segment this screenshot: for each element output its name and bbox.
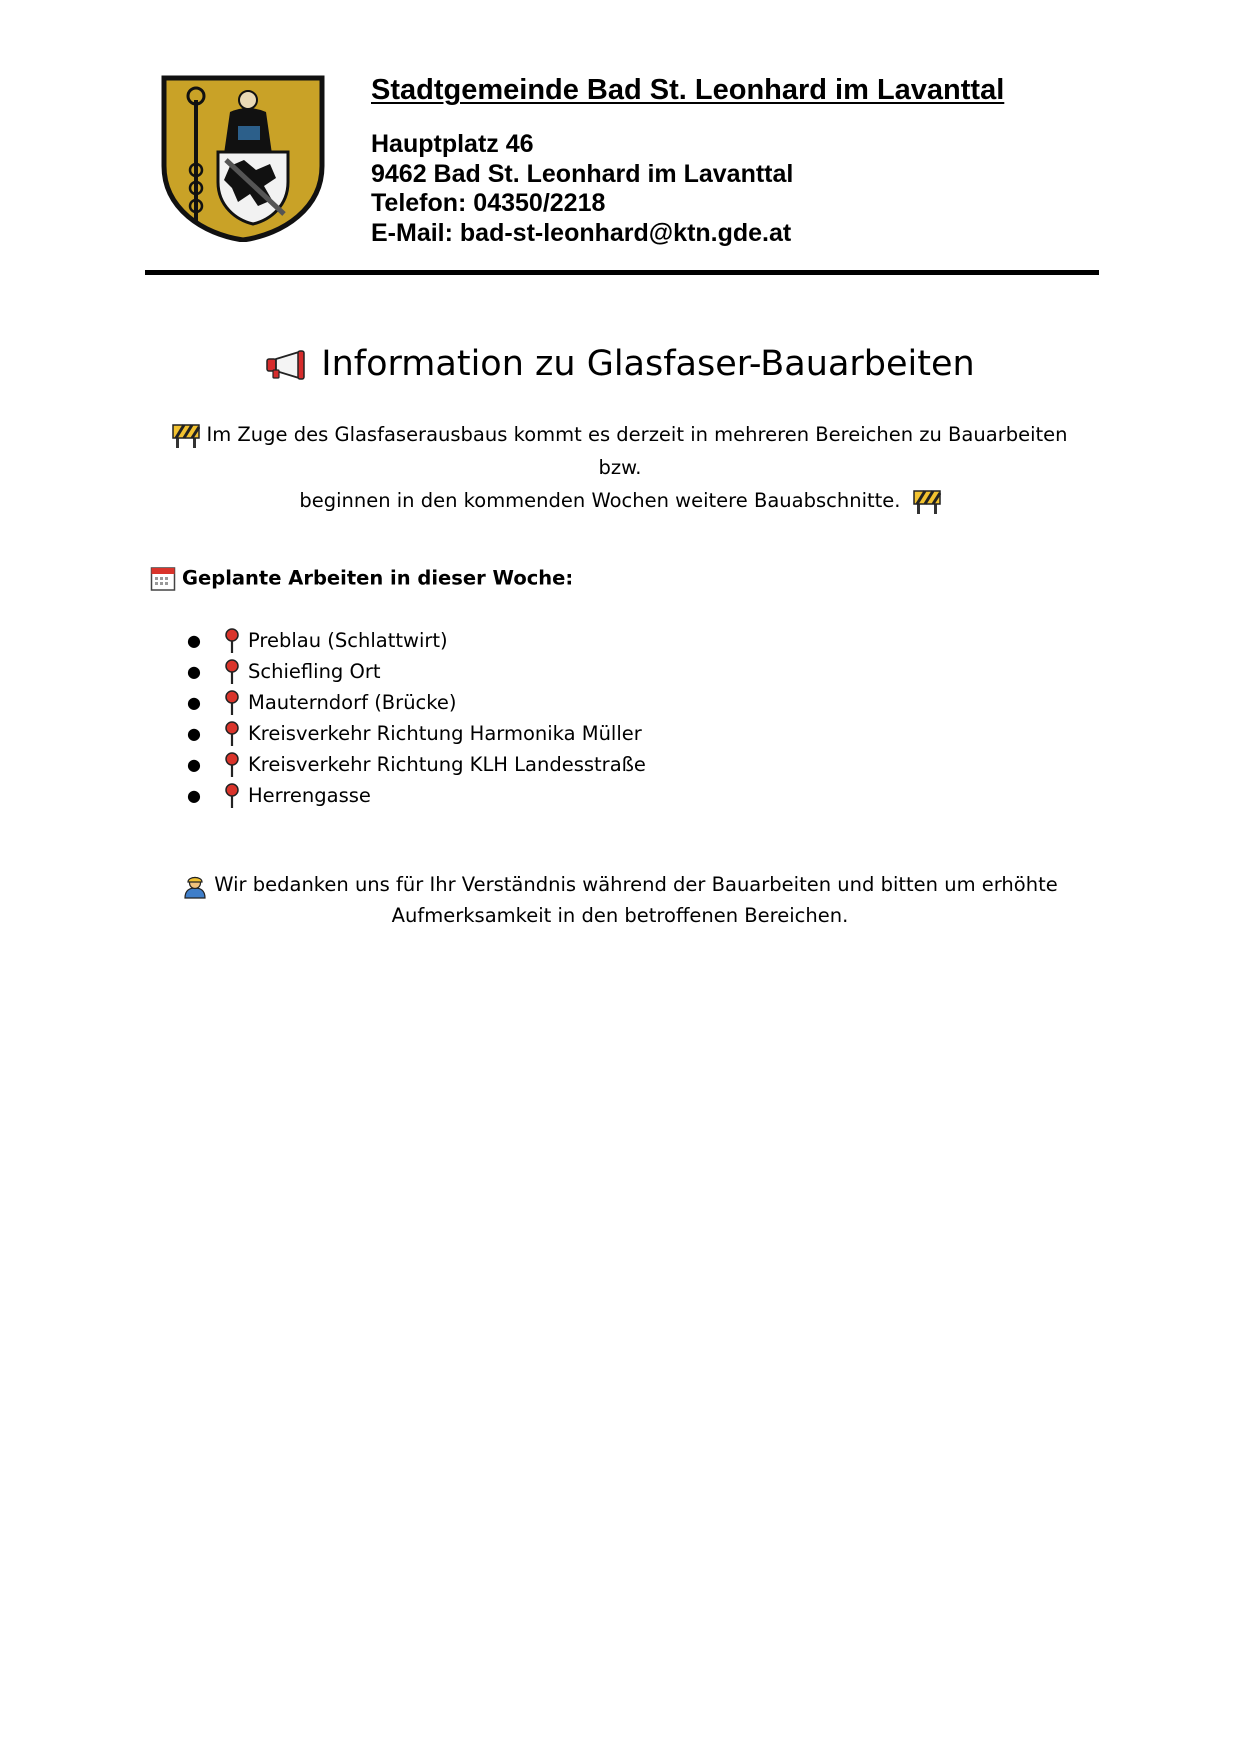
thanks-paragraph	[150, 869, 1090, 931]
thanks-line-1	[150, 869, 1090, 900]
place-name: Herrengasse	[248, 784, 371, 807]
construction-locations-list	[184, 625, 646, 811]
list-item	[184, 749, 646, 780]
bullet-icon: ●	[187, 755, 201, 774]
construction-barrier-icon	[172, 423, 200, 449]
round-pushpin-icon	[224, 783, 240, 809]
list-item	[184, 687, 646, 718]
place-name: Kreisverkehr Richtung Harmonika Müller	[248, 722, 642, 745]
round-pushpin-icon	[224, 628, 240, 654]
intro-paragraph	[150, 418, 1090, 517]
address-phone: Telefon: 04350/2218	[371, 189, 606, 217]
place-name: Preblau (Schlattwirt)	[248, 629, 448, 652]
place-name: Mauterndorf (Brücke)	[248, 691, 457, 714]
round-pushpin-icon	[224, 721, 240, 747]
construction-worker-icon	[182, 873, 208, 899]
address-city: 9462 Bad St. Leonhard im Lavanttal	[371, 159, 794, 188]
round-pushpin-icon	[224, 659, 240, 685]
address-street: Hauptplatz 46	[371, 130, 534, 158]
section-heading	[150, 566, 573, 592]
place-name: Kreisverkehr Richtung KLH Landesstraße	[248, 753, 646, 776]
contact-address	[371, 130, 793, 248]
bullet-icon: ●	[187, 724, 201, 743]
coat-of-arms-icon	[160, 74, 326, 242]
list-item	[184, 718, 646, 749]
bullet-icon: ●	[187, 693, 201, 712]
municipality-name: Stadtgemeinde Bad St. Leonhard im Lavanttal	[371, 74, 1005, 106]
intro-line-2	[150, 484, 1090, 517]
notice-title-text: Information zu Glasfaser-Bauarbeiten	[321, 344, 975, 384]
place-name: Schiefling Ort	[248, 660, 381, 683]
calendar-icon	[150, 566, 176, 592]
list-item	[184, 780, 646, 811]
header-divider	[145, 270, 1099, 275]
construction-barrier-icon	[913, 489, 941, 515]
section-heading-text: Geplante Arbeiten in dieser Woche:	[182, 566, 574, 590]
intro-line-1	[150, 418, 1090, 484]
list-item	[184, 625, 646, 656]
bullet-icon: ●	[187, 631, 201, 650]
round-pushpin-icon	[224, 690, 240, 716]
list-item	[184, 656, 646, 687]
bullet-icon: ●	[187, 662, 201, 681]
intro-line-2-text: beginnen in den kommenden Wochen weitere Bauabschnitte.	[299, 489, 901, 512]
thanks-line-2: Aufmerksamkeit in den betroffenen Bereichen.	[391, 904, 849, 927]
megaphone-icon	[265, 350, 307, 380]
round-pushpin-icon	[224, 752, 240, 778]
bullet-icon: ●	[187, 786, 201, 805]
thanks-line-1-text: Wir bedanken uns für Ihr Verständnis während der Bauarbeiten und bitten um erhöhte	[214, 873, 1058, 896]
intro-line-1-text: Im Zuge des Glasfaserausbaus kommt es derzeit in mehreren Bereichen zu Bauarbeiten bzw.	[206, 423, 1068, 479]
notice-title	[0, 344, 1240, 384]
address-email: E-Mail: bad-st-leonhard@ktn.gde.at	[371, 218, 792, 247]
